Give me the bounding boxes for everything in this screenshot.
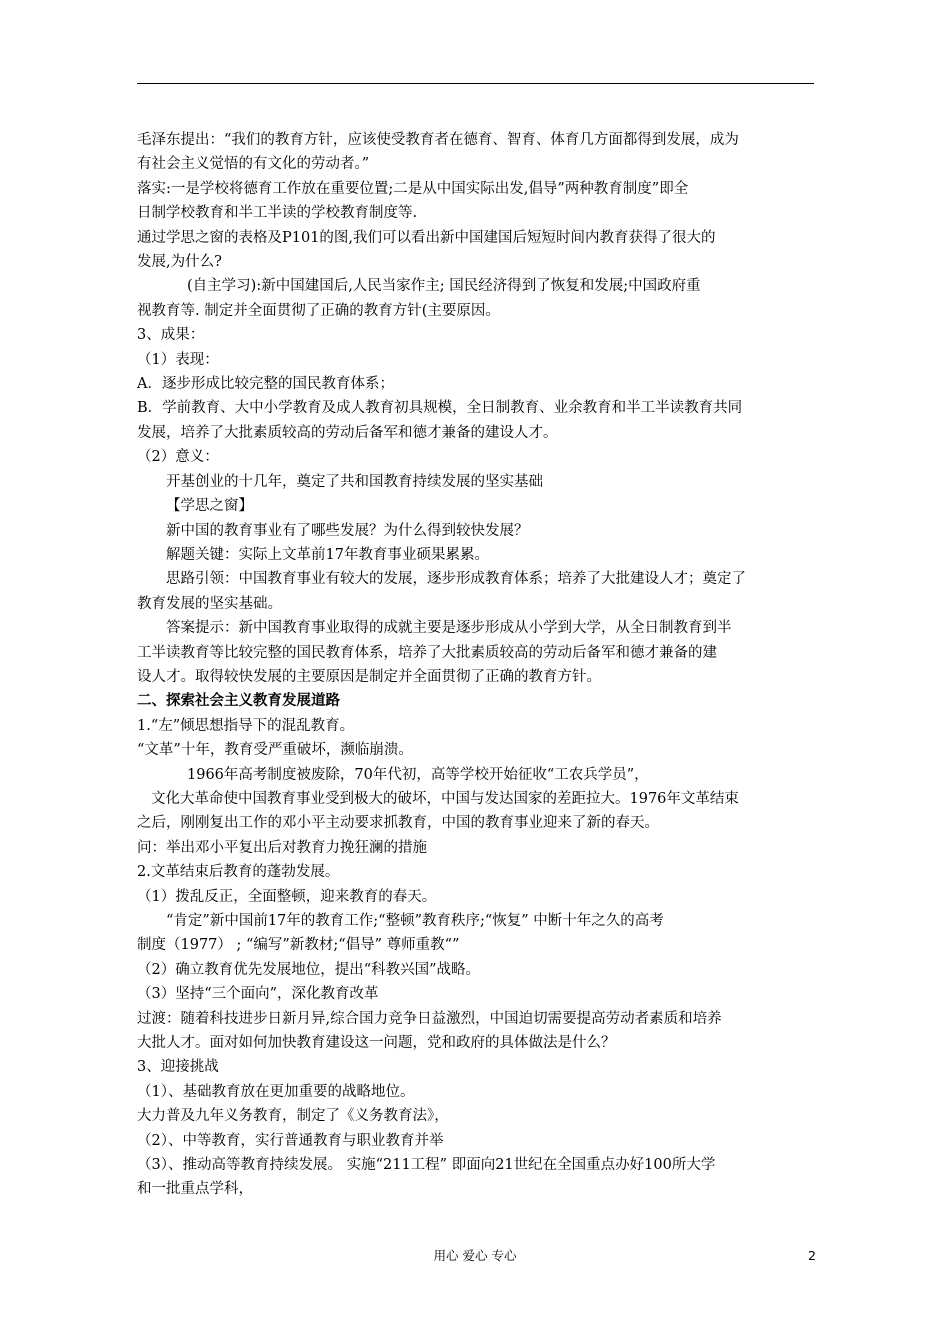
text-line: （3）坚持“三个面向”，深化教育改革 [137,986,379,1003]
text-line: 1.“左”倾思想指导下的混乱教育。 [137,717,355,734]
text-line: 过渡：随着科技进步日新月异,综合国力竞争日益激烈，中国迫切需要提高劳动者素质和培养 [137,1010,722,1027]
text-line: 工半读教育等比较完整的国民教育体系，培养了大批素质较高的劳动后备军和德才兼备的建 [137,644,717,661]
text-line: 3、成果： [137,327,205,344]
page-number: 2 [808,1248,816,1263]
text-line: （2）、中等教育，实行普通教育与职业教育并举 [137,1132,444,1149]
text-line: 开基创业的十几年，奠定了共和国教育持续发展的坚实基础 [166,473,543,490]
section-heading: 二、探索社会主义教育发展道路 [137,692,340,710]
text-line: 【学思之窗】 [166,498,253,515]
text-line: 之后，刚刚复出工作的邓小平主动要求抓教育，中国的教育事业迎来了新的春天。 [137,815,659,832]
text-line: 和一批重点学科， [137,1181,253,1198]
text-line: 解题关键：实际上文革前17年教育事业硕果累累。 [166,546,489,563]
text-line: 落实:一是学校将德育工作放在重要位置;二是从中国实际出发,倡导”两种教育制度”即全 [137,180,689,197]
text-line: A．逐步形成比较完整的国民教育体系； [137,376,394,393]
text-line: 教育发展的坚实基础。 [137,595,282,612]
text-line: 思路引领：中国教育事业有较大的发展，逐步形成教育体系；培养了大批建设人才；奠定了 [166,571,746,588]
document-body [137,128,814,1202]
text-line: 3、迎接挑战 [137,1059,219,1076]
text-line: 问：举出邓小平复出后对教育力挽狂澜的措施 [137,839,427,856]
text-line: 答案提示：新中国教育事业取得的成就主要是逐步形成从小学到大学，从全日制教育到半 [166,620,732,637]
text-line: 日制学校教育和半工半读的学校教育制度等. [137,205,418,222]
text-line: 文化大革命使中国教育事业受到极大的破坏，中国与发达国家的差距拉大。1976年文革结束 [151,790,739,807]
text-line: 制度（1977） ; “编写”新教材;“倡导” 尊师重教“” [137,937,460,954]
text-line: 设人才。取得较快发展的主要原因是制定并全面贯彻了正确的教育方针。 [137,668,601,685]
text-line: 有社会主义觉悟的有文化的劳动者。” [137,156,370,173]
text-line: 发展，培养了大批素质较高的劳动后备军和德才兼备的建设人才。 [137,424,558,441]
text-line: 2.文革结束后教育的蓬勃发展。 [137,864,340,881]
text-line: 视教育等. 制定并全面贯彻了正确的教育方针(主要原因。 [137,302,500,319]
text-line: 大力普及九年义务教育，制定了《义务教育法》， [137,1108,449,1125]
text-line: 大批人才。面对如何加快教育建设这一问题，党和政府的具体做法是什么？ [137,1035,616,1052]
text-line: B．学前教育、大中小学教育及成人教育初具规模，全日制教育、业余教育和半工半读教育共同 [137,400,743,417]
text-line: 新中国的教育事业有了哪些发展？为什么得到较快发展？ [166,522,529,539]
text-line: （2）意义： [137,449,219,466]
text-line: （1）、基础教育放在更加重要的战略地位。 [137,1083,415,1100]
text-line: 1966年高考制度被废除，70年代初，高等学校开始征收“工农兵学员”， [187,766,649,783]
text-line: “肯定”新中国前17年的教育工作;“整顿”教育秩序;“恢复” 中断十年之久的高考 [166,913,664,929]
footer-text: 用心 爱心 专心 [433,1248,517,1263]
header-rule [137,83,814,84]
text-line: 毛泽东提出：“我们的教育方针，应该使受教育者在德育、智育、体育几方面都得到发展，成为 [137,132,739,148]
text-line: (自主学习):新中国建国后,人民当家作主; 国民经济得到了恢复和发展;中国政府重 [187,278,701,295]
text-line: （3）、推动高等教育持续发展。 实施“211工程” 即面向21世纪在全国重点办好100所大学 [137,1157,716,1174]
text-line: “文革”十年，教育受严重破坏，濒临崩溃。 [137,742,413,759]
text-line: （2）确立教育优先发展地位，提出“科教兴国”战略。 [137,961,481,978]
text-line: （1）拨乱反正，全面整顿，迎来教育的春天。 [137,888,437,905]
text-line: 发展,为什么? [137,254,222,271]
text-line: 通过学思之窗的表格及P101的图,我们可以看出新中国建国后短短时间内教育获得了很大的 [137,229,716,246]
text-line: （1）表现： [137,351,219,368]
